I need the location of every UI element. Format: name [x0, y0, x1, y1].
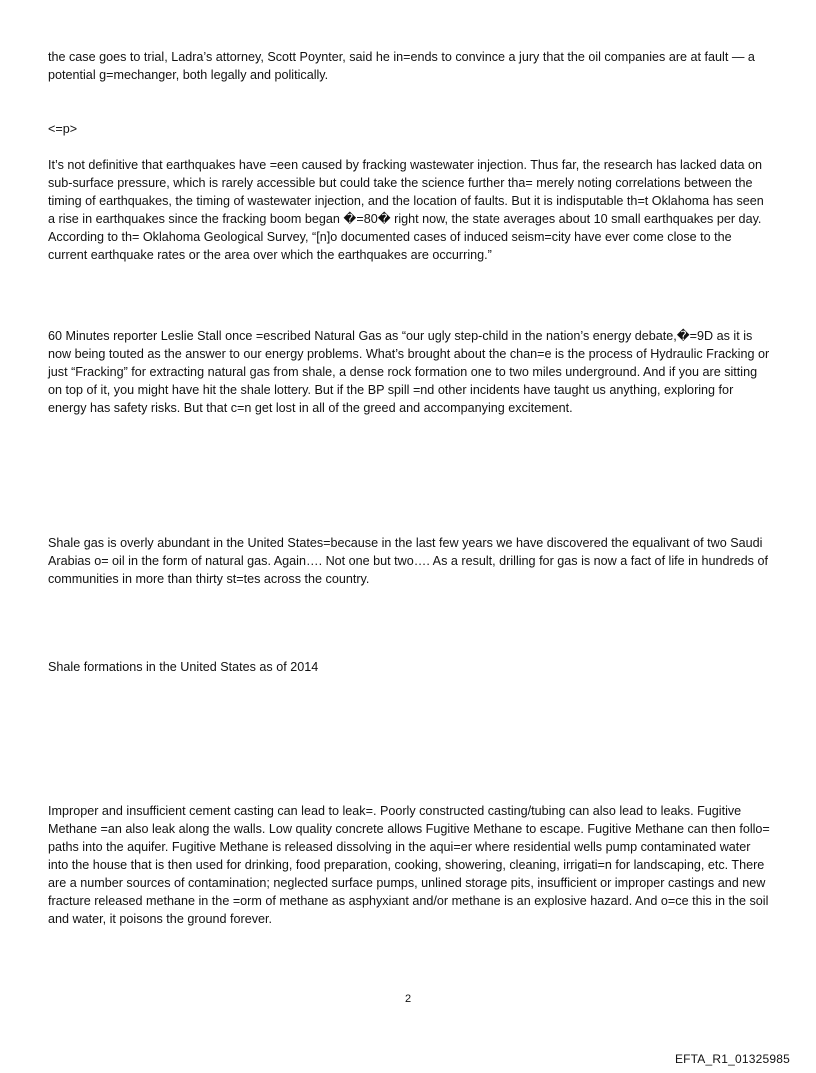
paragraph-60-minutes: 60 Minutes reporter Leslie Stall once =escribed Natural Gas as “our ugly step-child in the nation’s energy debate,�=9D as it is now being touted as the answer to our energy problems. What’s brought about the chan=e is the process of Hydraulic Fracking or just “Fracking” for extracting natural gas from shale, a dense rock formation one to two miles underground. And if you are sitting on top of it, you might have hit the shale lottery. But if the BP spill =nd other incidents have taught us anything, exploring for energy has safety risks. But that c=n get lost in all of the greed and accompanying excitement. — [48, 329, 770, 415]
paragraph-earthquakes: It’s not definitive that earthquakes have =een caused by fracking wastewater injection. Thus far, the research has lacked data on sub-surface pressure, which is rarely accessible but could take the science further tha= merely noting correlations between the timing of earthquakes, the timing of wastewater injection, and the location of faults. But it is indisputable th=t Oklahoma has seen a rise in earthquakes since the fracking boom began �=80� right now, the state averages about 10 small earthquakes per day. According to th= Oklahoma Geological Survey, “[n]o documented cases of induced seism=city have ever come close to the current earthquake rates or the area over which the earthquakes are occurring.” — [48, 158, 764, 262]
paragraph-shale-formations-caption: Shale formations in the United States as of 2014 — [48, 660, 319, 674]
paragraph-fugitive-methane: Improper and insufficient cement casting can lead to leak=. Poorly constructed casting/tubing can also lead to leaks. Fugitive Methane =an also leak along the walls. Low quality concrete allows Fugitive Methane to escape. Fugitive Methane can then follo= paths into the aquifer. Fugitive Methane is released dissolving in the aqui=er where residential wells pump contaminated water into the house that is then used for drinking, food preparation, cooking, showering, cleaning, irrigati=n for landscaping, etc. There are a number sources of contamination; neglected surface pumps, unlined storage pits, insufficient or improper castings and new fracture released methane in the =orm of methane as asphyxiant and/or methane is an explosive hazard. And o=ce this in the soil and water, it poisons the ground forever. — [48, 804, 770, 926]
page-number: 2 — [404, 993, 412, 1005]
document-id: EFTA_R1_01325985 — [674, 1052, 790, 1066]
paragraph-trial: the case goes to trial, Ladra’s attorney, Scott Poynter, said he in=ends to convince a jury that the oil companies are at fault — a potential g=mechanger, both legally and politically. — [48, 50, 755, 82]
paragraph-html-artifact: <=p> — [48, 122, 78, 136]
paragraph-shale-gas: Shale gas is overly abundant in the United States=because in the last few years we have discovered the equalivant of two Saudi Arabias o= oil in the form of natural gas. Again…. Not one but two…. As a result, drilling for gas is now a fact of life in hundreds of communities in more than thirty st=tes across the country. — [48, 536, 768, 586]
